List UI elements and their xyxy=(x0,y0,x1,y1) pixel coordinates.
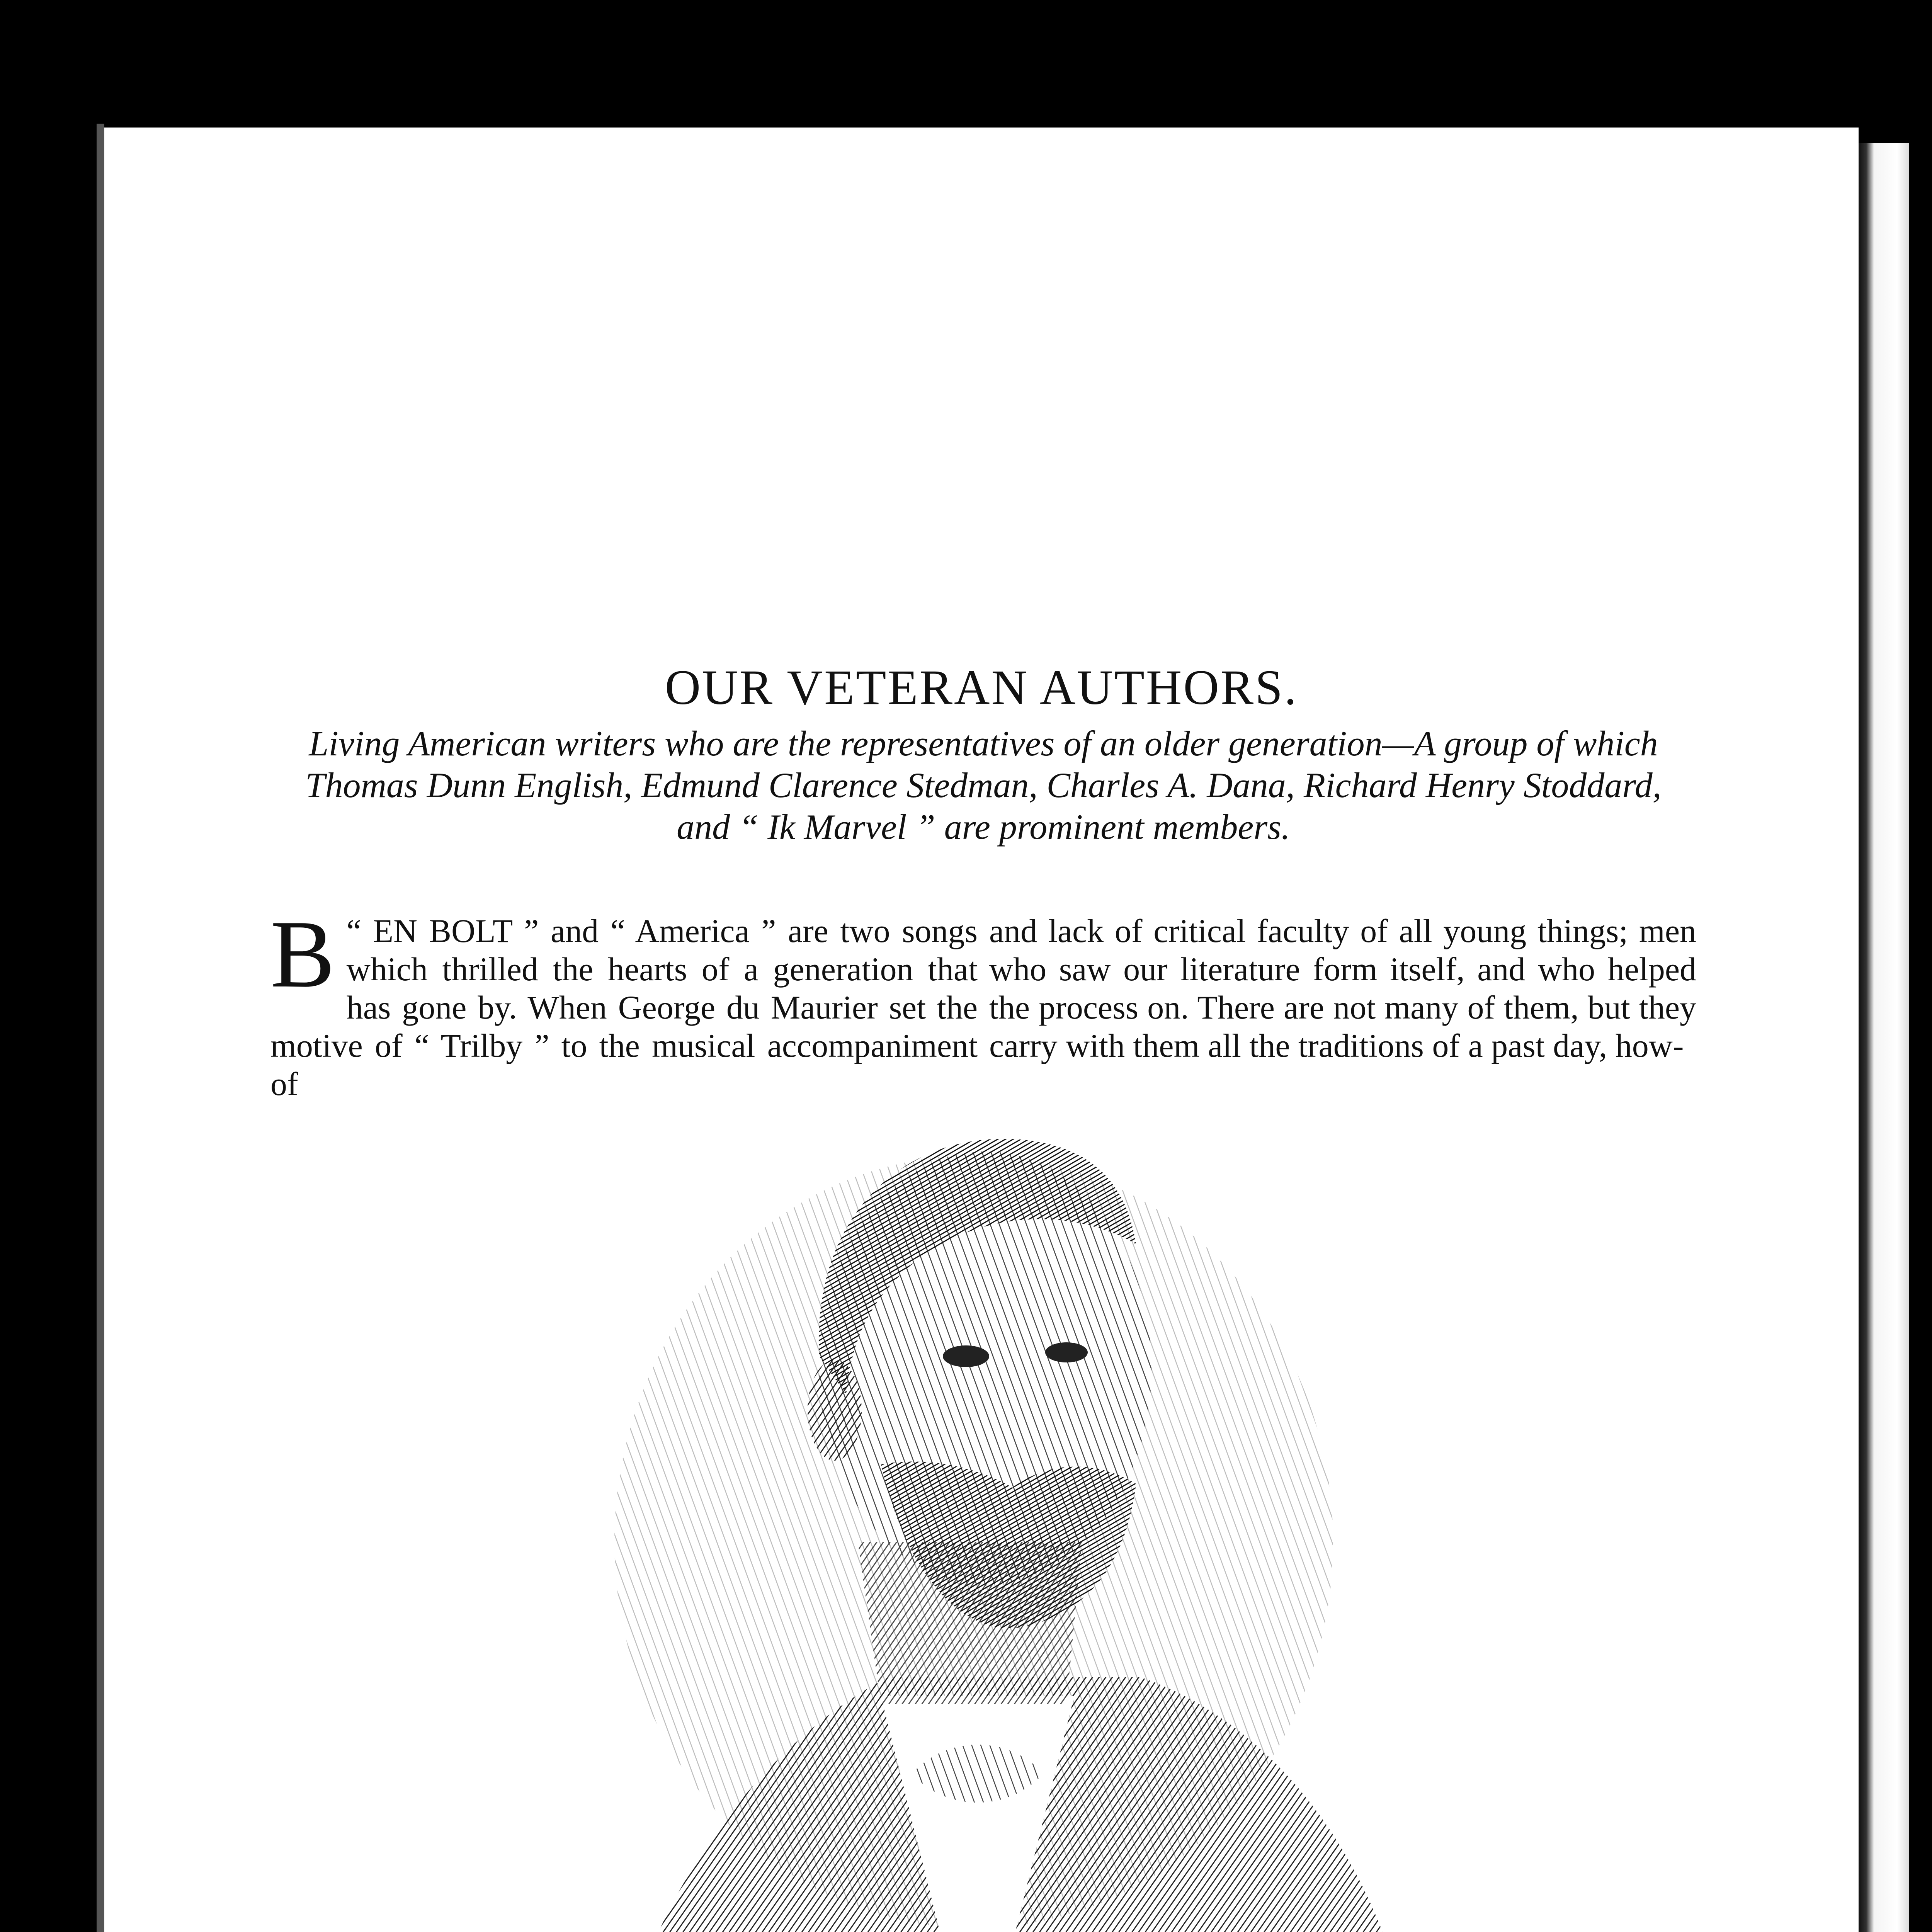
column-right-top xyxy=(989,912,1696,1065)
paragraph-text: and lack of critical faculty of all young things; men who saw our literature form itself, and who helped the process on. There are not many of them, but they carry with them all the traditions of a past day, how- xyxy=(989,912,1696,1064)
portrait-engraving xyxy=(580,1117,1449,1932)
article-title: OUR VETERAN AUTHORS. xyxy=(665,660,1298,715)
magazine-page xyxy=(104,128,1859,1932)
opening-quote: “ xyxy=(346,912,361,949)
binding-edge xyxy=(97,124,104,1932)
paragraph-text: EN BOLT ” and “ America ” are two songs which thrilled the hearts of a generation that has gone by. When George du Maurier set the motive of “ Trilby ” to the musical accompaniment of xyxy=(270,912,978,1102)
article-subtitle: Living American writers who are the representatives of an older generation—A group of which Thomas Dunn English, Edmund Clarence Stedman, Charles A. Dana, Richard Henry Stoddard, and “ Ik Marvel ” are prominent members. xyxy=(305,724,1662,847)
column-left-top xyxy=(270,901,978,1103)
facing-page-edge xyxy=(1859,143,1909,1932)
drop-cap: B xyxy=(270,901,335,1008)
